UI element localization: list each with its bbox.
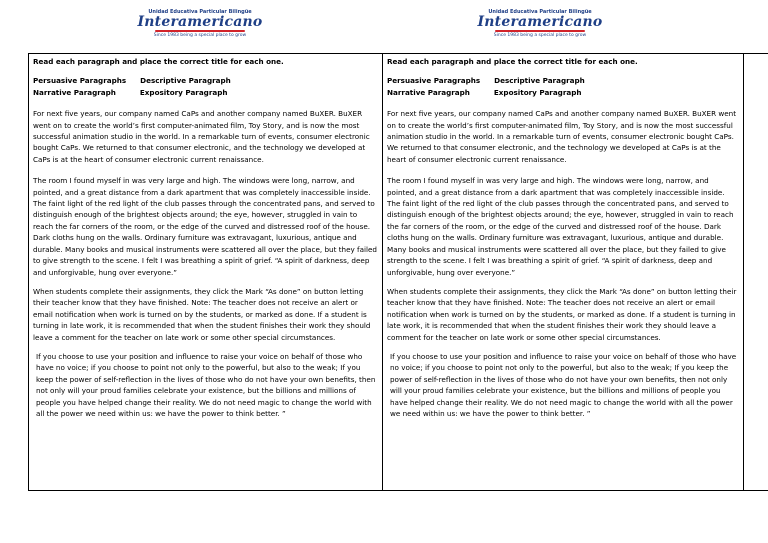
school-name: Unidad Educativa Particular Bilingüe bbox=[488, 9, 592, 15]
title-option: Persuasive Paragraphs bbox=[387, 76, 481, 86]
worksheet-table bbox=[28, 53, 768, 491]
brand-name: Interamericano bbox=[477, 14, 603, 30]
school-name: Unidad Educativa Particular Bilingüe bbox=[148, 9, 252, 15]
title-option: Narrative Paragraph bbox=[387, 87, 470, 97]
title-option: Descriptive Paragraph bbox=[140, 76, 231, 86]
logo-tagline: Since 1983 being a special place to grow bbox=[493, 33, 587, 38]
paragraph-4: If you choose to use your position and influence to raise your voice on behalf of those who have no voice; if you choose to point not only to the powerful, but also to the weak; If you keep the power of self-reflection in the lives of those who do not have your own benefits, then not only will your proud families celebrate your existence, but the billions and millions of people you have helped change their reality. We do not need magic to change the world with all the power we need within us: we have the power to think better. ” bbox=[36, 351, 376, 418]
school-logo-left bbox=[130, 9, 270, 39]
title-options bbox=[33, 75, 378, 98]
title-options bbox=[387, 75, 739, 98]
paragraph-2: The room I found myself in was very large and high. The windows were long, narrow, and pointed, and a great distance from a dark apartment that was completely inaccessible inside. The faint light of the red light of the club passes through the concentrated pans, and served to distinguish enough of the brightest objects around; the eye, however, struggled in vain to reach the far corners of the room, or the edge of the curved and distressed roof of the house. Dark cloths hung on the walls. Ordinary furniture was extravagant, luxurious, antique and durable. Many books and musical instruments were scattered all over the place, but they failed to give strength to the scene. I felt I was breathing a spirit of grief. “A spirit of darkness, deep and unforgivable, hung over everyone.” bbox=[33, 176, 377, 277]
title-option: Persuasive Paragraphs bbox=[33, 76, 127, 86]
paragraph-1: For next five years, our company named CaPs and another company named BuXER. BuXER went on to create the world’s first computer-animated film, Toy Story, and is now the most successful animation studio in the world. In a remarkable turn of events, consumer electronic bought CaPs. We returned to that consumer electronic, and the technology we developed at CaPs is at the heart of consumer electronic current renaissance. bbox=[387, 109, 737, 164]
title-option: Expository Paragraph bbox=[139, 87, 228, 97]
school-logo-right bbox=[470, 9, 610, 39]
column-divider bbox=[743, 54, 744, 490]
brand-name: Interamericano bbox=[137, 14, 263, 30]
column-divider bbox=[382, 54, 383, 490]
paragraph-3: When students complete their assignments, they click the Mark “As done” on button letting their teacher know that they have finished. Note: The teacher does not receive an alert or email notification when work is turned on by the students, or marked as done. If a student is turning in late work, it is recommended that when the student finishes their work they should leave a comment for the teacher on late work or some other special circumstances. bbox=[33, 286, 371, 342]
paragraph-4: If you choose to use your position and influence to raise your voice on behalf of those who have no voice; if you choose to point not only to the powerful, but also to the weak; If you keep the power of self-reflection in the lives of those who do not have your own benefits, then not only will your proud families celebrate your existence, but the billions and millions of people you have helped change their reality. We do not need magic to change the world with all the power we need within us: we have the power to think better. ” bbox=[390, 351, 737, 418]
paragraph-2: The room I found myself in was very large and high. The windows were long, narrow, and pointed, and a great distance from a dark apartment that was completely inaccessible inside. The faint light of the red light of the club passes through the concentrated pans, and served to distinguish enough of the brightest objects around; the eye, however, struggled in vain to reach the far corners of the room, or the edge of the curved and distressed roof of the house. Dark cloths hung on the walls. Ordinary furniture was extravagant, luxurious, antique and durable. Many books and musical instruments were scattered all over the place, but they failed to give strength to the scene. I felt I was breathing a spirit of grief. “A spirit of darkness, deep and unforgivable, hung over everyone.” bbox=[387, 176, 734, 277]
paragraph-1: For next five years, our company named CaPs and another company named BuXER. BuXER went on to create the world’s first computer-animated film, Toy Story, and is now the most successful animation studio in the world. In a remarkable turn of events, consumer electronic bought CaPs. We returned to that consumer electronic, and the technology we developed at CaPs is at the heart of consumer electronic current renaissance. bbox=[33, 109, 370, 164]
logo-tagline: Since 1983 being a special place to grow bbox=[153, 33, 247, 38]
instruction: Read each paragraph and place the correct title for each one. bbox=[33, 57, 284, 66]
title-option: Expository Paragraph bbox=[493, 87, 582, 97]
worksheet-column-right bbox=[387, 54, 739, 419]
paragraph-3: When students complete their assignments, they click the Mark “As done” on button letting their teacher know that they have finished. Note: The teacher does not receive an alert or email notification when work is turned on by the students, or marked as done. If a student is turning in late work, it is recommended that when the student finishes their work they should leave a comment for the teacher on late work or some other special circumstances. bbox=[387, 286, 737, 342]
worksheet-column-left bbox=[33, 54, 378, 419]
title-option: Narrative Paragraph bbox=[33, 87, 116, 97]
title-option: Descriptive Paragraph bbox=[494, 76, 585, 86]
instruction: Read each paragraph and place the correct title for each one. bbox=[387, 57, 638, 66]
